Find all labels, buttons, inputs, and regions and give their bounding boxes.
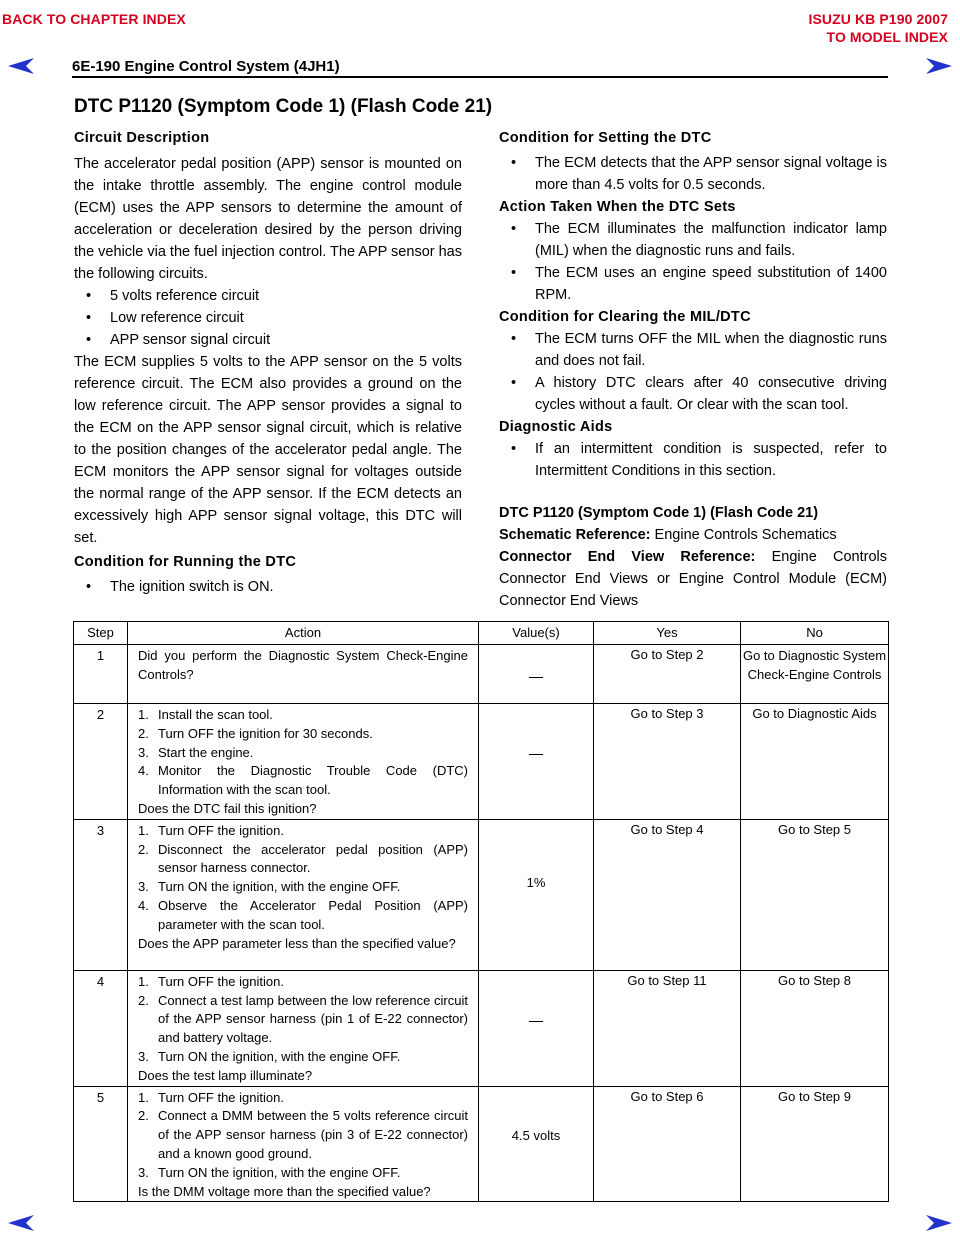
action-steps [138,706,468,800]
step-number: 1 [74,645,128,704]
table-header-row [74,622,889,645]
value-cell: 1% [479,819,594,970]
table-row [74,704,889,820]
connector-reference-link[interactable]: Engine Controls Connector End Views or Engine Control Module (ECM) Connector End Views [499,549,887,609]
action-step: 1. Install the scan tool. [138,707,273,722]
header-yes: Yes [594,622,741,645]
step-number: 4 [74,970,128,1086]
action-step: 2. Turn OFF the ignition for 30 seconds. [138,725,373,741]
action-question: Does the DTC fail this ignition? [138,800,317,816]
page-header: 6E-190 Engine Control System (4JH1) [72,58,340,75]
action-step: 2. Connect a test lamp between the low reference circuit of the APP sensor harness (pin 1 of E-22 connector) and battery voltage. [138,992,468,1046]
table-row [74,970,889,1086]
action-step: 2. Disconnect the accelerator pedal position (APP) sensor harness connector. [138,841,468,876]
header-step: Step [74,622,128,645]
condition-clearing-list [499,328,887,416]
action-step: 1. Turn OFF the ignition. [138,1089,284,1105]
empty-value-dash [529,1021,543,1022]
model-name-link[interactable]: ISUZU KB P190 2007 [808,11,948,27]
circuit-list [74,285,462,351]
right-column [499,127,887,612]
condition-clearing-heading: Condition for Clearing the MIL/DTC [499,309,751,325]
action-question: Is the DMM voltage more than the specified value? [138,1183,431,1199]
list-item: • A history DTC clears after 40 consecutive driving cycles without a fault. Or clear with the scan tool. [499,372,887,416]
header-divider [72,76,888,78]
step-number: 5 [74,1086,128,1202]
action-step: 3. Start the engine. [138,744,254,760]
list-item: • The ECM illuminates the malfunction indicator lamp (MIL) when the diagnostic runs and fails. [499,218,887,262]
list-item: • 5 volts reference circuit [74,285,462,307]
step-number: 3 [74,819,128,970]
condition-running-heading: Condition for Running the DTC [74,554,297,570]
action-step: 2. Connect a DMM between the 5 volts reference circuit of the APP sensor harness (pin 3 of E-22 connector) and a known good ground. [138,1108,468,1161]
yes-cell[interactable]: Go to Step 2 [594,645,741,704]
back-to-chapter-link[interactable]: BACK TO CHAPTER INDEX [2,11,186,27]
schematic-reference [499,524,887,546]
action-step: 3. Turn ON the ignition, with the engine OFF. [138,1048,401,1064]
schematic-reference-link[interactable]: Engine Controls Schematics [650,527,837,543]
empty-value-dash [529,754,543,755]
page-title: DTC P1120 (Symptom Code 1) (Flash Code 21) [74,96,493,117]
action-cell [128,704,479,820]
action-cell [128,645,479,704]
list-item: • If an intermittent condition is suspected, refer to Intermittent Conditions in this section. [499,438,887,482]
action-question: Does the test lamp illuminate? [138,1067,313,1083]
action-steps [138,822,468,935]
no-cell[interactable]: Go to Diagnostic System Check-Engine Controls [741,645,889,704]
schematic-reference-label: Schematic Reference: [499,527,651,543]
to-model-index-link[interactable]: TO MODEL INDEX [826,29,948,45]
value-cell [479,704,594,820]
action-cell [128,819,479,970]
yes-cell[interactable]: Go to Step 3 [594,704,741,820]
list-item: • The ECM detects that the APP sensor signal voltage is more than 4.5 volts for 0.5 seconds. [499,152,887,196]
condition-setting-list [499,152,887,196]
circuit-description-heading: Circuit Description [74,130,210,146]
action-question: Did you perform the Diagnostic System Check-Engine Controls? [138,648,468,682]
diagnostic-table [73,621,889,1202]
diagnostic-aids-list [499,438,887,482]
circuit-description-text-2: The ECM supplies 5 volts to the APP sensor on the 5 volts reference circuit. The ECM also provides a ground on the low reference circuit. The APP sensor provides a signal to the ECM on the APP sensor signal circuit, which is relative to the position changes of the accelerator pedal angle. The ECM monitors the APP sensor signal for voltages outside the normal range of the APP sensor. If the ECM detects an excessively high APP sensor signal voltage, this DTC will set. [74,354,462,546]
prev-page-arrow-icon[interactable] [6,56,38,76]
no-cell[interactable]: Go to Diagnostic Aids [741,704,889,820]
action-cell [128,1086,479,1202]
action-cell [128,970,479,1086]
no-cell[interactable]: Go to Step 5 [741,819,889,970]
yes-cell[interactable]: Go to Step 6 [594,1086,741,1202]
action-taken-list [499,218,887,306]
header-values: Value(s) [479,622,594,645]
action-step: 1. Turn OFF the ignition. [138,973,284,989]
yes-cell[interactable]: Go to Step 11 [594,970,741,1086]
left-column [74,127,462,598]
table-row [74,645,889,704]
step-number: 2 [74,704,128,820]
connector-reference-label: Connector End View Reference: [499,549,756,565]
table-row [74,1086,889,1202]
connector-reference [499,546,887,612]
action-steps [138,973,468,1067]
no-cell[interactable]: Go to Step 8 [741,970,889,1086]
value-cell: 4.5 volts [479,1086,594,1202]
no-cell[interactable]: Go to Step 9 [741,1086,889,1202]
next-page-arrow-icon[interactable] [922,56,954,76]
header-action: Action [128,622,479,645]
action-step: 1. Turn OFF the ignition. [138,822,284,838]
header-no: No [741,622,889,645]
circuit-description-text: The accelerator pedal position (APP) sensor is mounted on the intake throttle assembly. The engine control module (ECM) uses the APP sensors to determine the amount of acceleration or deceleration desired by the person driving the vehicle via the fuel injection control. The APP sensor has the following circuits. [74,156,462,282]
condition-setting-heading: Condition for Setting the DTC [499,130,712,146]
yes-cell[interactable]: Go to Step 4 [594,819,741,970]
diagnostic-aids-heading: Diagnostic Aids [499,419,613,435]
action-question: Does the APP parameter less than the specified value? [138,935,456,951]
value-cell [479,970,594,1086]
action-step: 4. Observe the Accelerator Pedal Position (APP) parameter with the scan tool. [138,897,468,932]
list-item: • The ECM uses an engine speed substitution of 1400 RPM. [499,262,887,306]
value-cell [479,645,594,704]
table-row [74,819,889,970]
list-item: • APP sensor signal circuit [74,329,462,351]
action-taken-heading: Action Taken When the DTC Sets [499,199,736,215]
action-steps [138,1089,468,1183]
empty-value-dash [529,677,543,678]
next-page-arrow-bottom-icon[interactable] [922,1213,954,1233]
reference-title: DTC P1120 (Symptom Code 1) (Flash Code 21) [499,505,819,521]
condition-running-list [74,576,462,598]
list-item: • Low reference circuit [74,307,462,329]
list-item: • The ignition switch is ON. [74,576,462,598]
action-step: 4. Monitor the Diagnostic Trouble Code (DTC) Information with the scan tool. [138,763,468,798]
prev-page-arrow-bottom-icon[interactable] [6,1213,38,1233]
action-step: 3. Turn ON the ignition, with the engine OFF. [138,879,401,895]
list-item: • The ECM turns OFF the MIL when the diagnostic runs and does not fail. [499,328,887,372]
action-step: 3. Turn ON the ignition, with the engine OFF. [138,1164,401,1180]
